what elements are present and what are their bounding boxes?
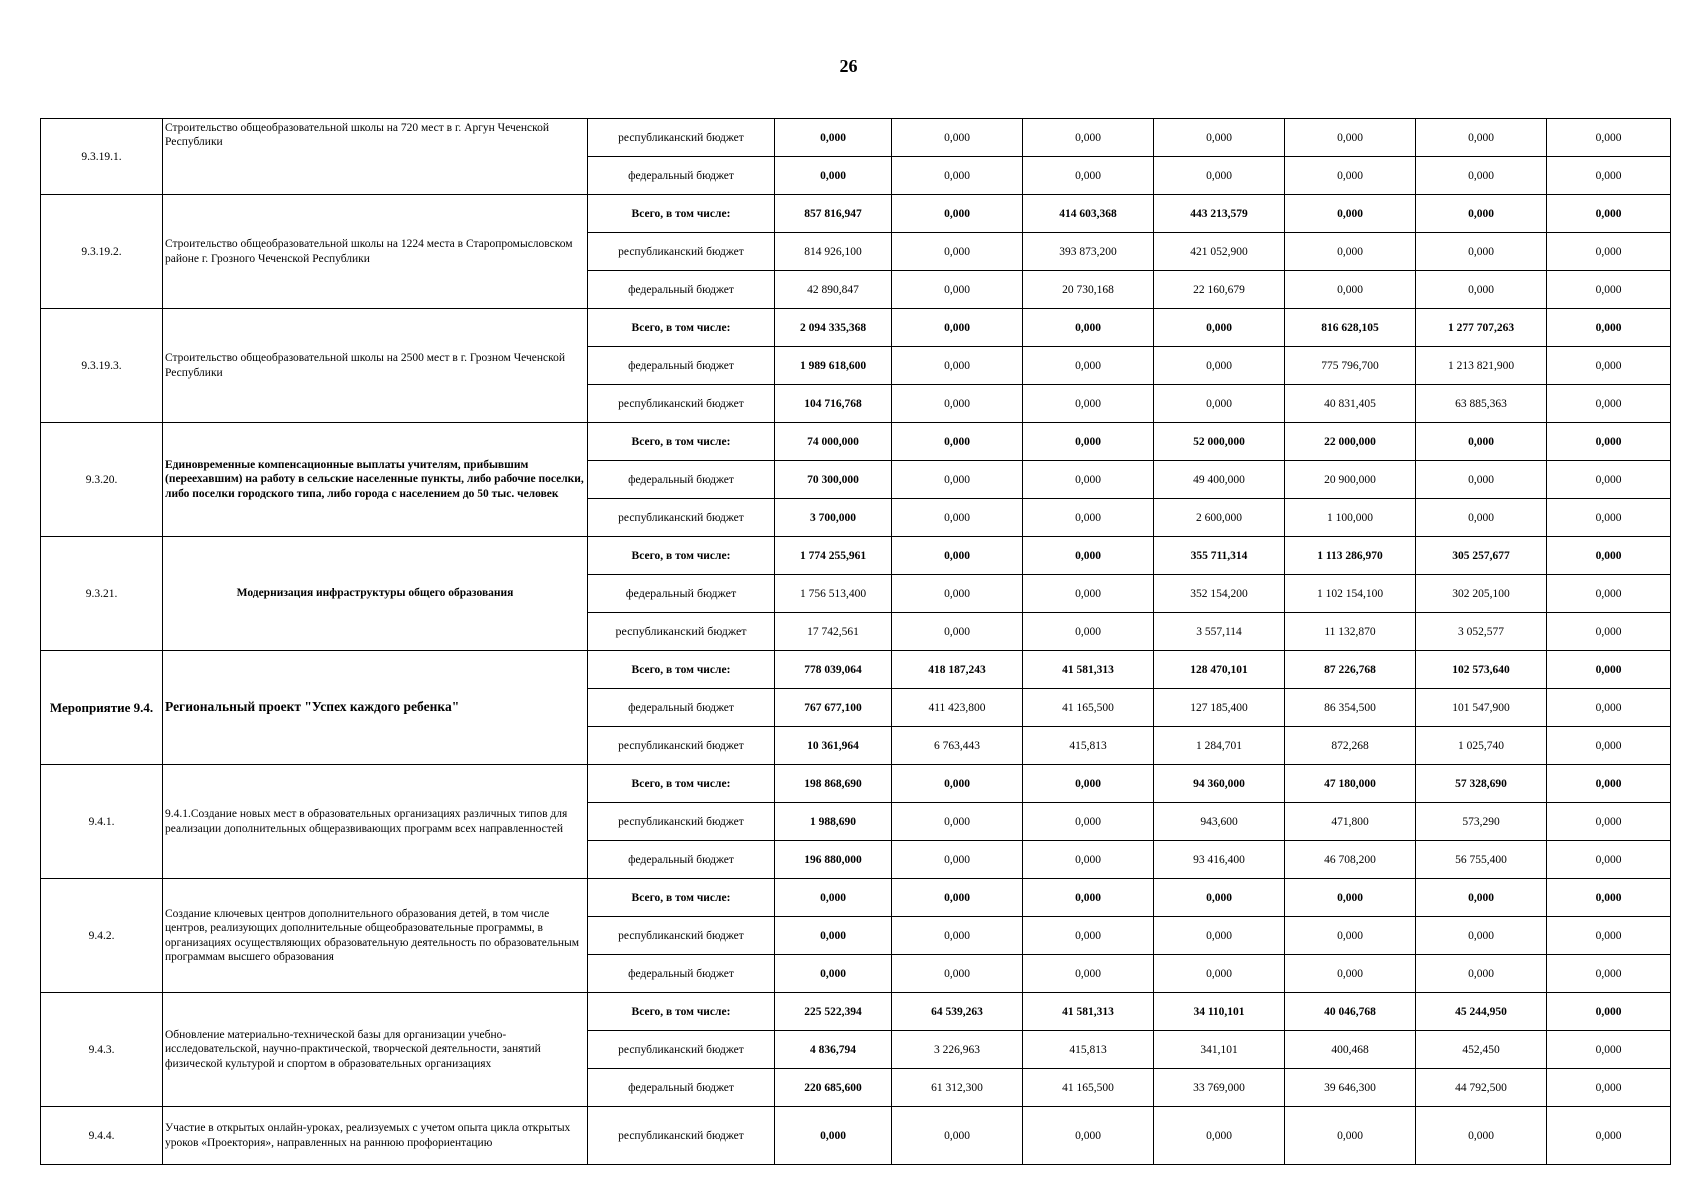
amount-cell: 0,000 xyxy=(1416,879,1547,917)
funding-source: федеральный бюджет xyxy=(588,271,775,309)
amount-cell: 0,000 xyxy=(892,803,1023,841)
amount-cell: 102 573,640 xyxy=(1416,651,1547,689)
amount-cell: 39 646,300 xyxy=(1285,1069,1416,1107)
amount-cell: 0,000 xyxy=(1547,1107,1671,1165)
amount-cell: 411 423,800 xyxy=(892,689,1023,727)
funding-source: республиканский бюджет xyxy=(588,727,775,765)
amount-cell: 1 988,690 xyxy=(775,803,892,841)
amount-cell: 0,000 xyxy=(1547,423,1671,461)
amount-cell: 0,000 xyxy=(892,841,1023,879)
amount-cell: 0,000 xyxy=(1547,195,1671,233)
amount-cell: 17 742,561 xyxy=(775,613,892,651)
amount-cell: 352 154,200 xyxy=(1154,575,1285,613)
item-name: Строительство общеобразовательной школы на 1224 места в Старопромысловском районе г. Грозного Чеченской Республики xyxy=(163,195,588,309)
amount-cell: 0,000 xyxy=(1547,233,1671,271)
table-row xyxy=(41,423,1671,461)
amount-cell: 42 890,847 xyxy=(775,271,892,309)
amount-cell: 0,000 xyxy=(1416,1107,1547,1165)
amount-cell: 0,000 xyxy=(1547,537,1671,575)
amount-cell: 0,000 xyxy=(1023,803,1154,841)
funding-source: республиканский бюджет xyxy=(588,499,775,537)
funding-source: Всего, в том числе: xyxy=(588,309,775,347)
amount-cell: 0,000 xyxy=(892,157,1023,195)
amount-cell: 70 300,000 xyxy=(775,461,892,499)
amount-cell: 0,000 xyxy=(1416,195,1547,233)
amount-cell: 57 328,690 xyxy=(1416,765,1547,803)
amount-cell: 816 628,105 xyxy=(1285,309,1416,347)
amount-cell: 0,000 xyxy=(775,917,892,955)
amount-cell: 127 185,400 xyxy=(1154,689,1285,727)
amount-cell: 0,000 xyxy=(1285,195,1416,233)
amount-cell: 0,000 xyxy=(1285,1107,1416,1165)
amount-cell: 0,000 xyxy=(1023,841,1154,879)
item-code: 9.4.1. xyxy=(41,765,163,879)
amount-cell: 0,000 xyxy=(1023,119,1154,157)
amount-cell: 0,000 xyxy=(1416,461,1547,499)
amount-cell: 87 226,768 xyxy=(1285,651,1416,689)
table-row xyxy=(41,765,1671,803)
amount-cell: 0,000 xyxy=(1547,689,1671,727)
amount-cell: 767 677,100 xyxy=(775,689,892,727)
amount-cell: 0,000 xyxy=(1416,157,1547,195)
amount-cell: 41 165,500 xyxy=(1023,1069,1154,1107)
amount-cell: 0,000 xyxy=(892,347,1023,385)
amount-cell: 47 180,000 xyxy=(1285,765,1416,803)
amount-cell: 40 831,405 xyxy=(1285,385,1416,423)
amount-cell: 0,000 xyxy=(1547,1031,1671,1069)
amount-cell: 573,290 xyxy=(1416,803,1547,841)
funding-source: Всего, в том числе: xyxy=(588,651,775,689)
funding-source: федеральный бюджет xyxy=(588,841,775,879)
amount-cell: 0,000 xyxy=(1154,879,1285,917)
funding-source: федеральный бюджет xyxy=(588,347,775,385)
budget-table xyxy=(40,118,1671,1165)
amount-cell: 198 868,690 xyxy=(775,765,892,803)
amount-cell: 56 755,400 xyxy=(1416,841,1547,879)
amount-cell: 943,600 xyxy=(1154,803,1285,841)
amount-cell: 0,000 xyxy=(1154,1107,1285,1165)
amount-cell: 2 094 335,368 xyxy=(775,309,892,347)
funding-source: Всего, в том числе: xyxy=(588,765,775,803)
amount-cell: 778 039,064 xyxy=(775,651,892,689)
amount-cell: 0,000 xyxy=(1547,1069,1671,1107)
amount-cell: 1 756 513,400 xyxy=(775,575,892,613)
amount-cell: 220 685,600 xyxy=(775,1069,892,1107)
table-row xyxy=(41,309,1671,347)
item-name: Строительство общеобразовательной школы на 2500 мест в г. Грозном Чеченской Республики xyxy=(163,309,588,423)
item-code: 9.3.19.3. xyxy=(41,309,163,423)
funding-source: Всего, в том числе: xyxy=(588,423,775,461)
funding-source: республиканский бюджет xyxy=(588,1031,775,1069)
amount-cell: 0,000 xyxy=(1285,879,1416,917)
funding-source: Всего, в том числе: xyxy=(588,537,775,575)
amount-cell: 6 763,443 xyxy=(892,727,1023,765)
amount-cell: 104 716,768 xyxy=(775,385,892,423)
amount-cell: 33 769,000 xyxy=(1154,1069,1285,1107)
amount-cell: 0,000 xyxy=(1547,575,1671,613)
amount-cell: 0,000 xyxy=(892,423,1023,461)
amount-cell: 421 052,900 xyxy=(1154,233,1285,271)
amount-cell: 0,000 xyxy=(1416,499,1547,537)
amount-cell: 0,000 xyxy=(1547,613,1671,651)
amount-cell: 418 187,243 xyxy=(892,651,1023,689)
amount-cell: 0,000 xyxy=(1023,575,1154,613)
amount-cell: 22 160,679 xyxy=(1154,271,1285,309)
amount-cell: 0,000 xyxy=(892,385,1023,423)
item-name: Единовременные компенсационные выплаты учителям, прибывшим (переехавшим) на работу в сельские населенные пункты, либо рабочие поселки, либо поселки городского типа, либо города с населением до 50 тыс. человек xyxy=(163,423,588,537)
amount-cell: 443 213,579 xyxy=(1154,195,1285,233)
item-code: 9.3.19.1. xyxy=(41,119,163,195)
amount-cell: 0,000 xyxy=(892,461,1023,499)
amount-cell: 74 000,000 xyxy=(775,423,892,461)
amount-cell: 0,000 xyxy=(1416,955,1547,993)
amount-cell: 0,000 xyxy=(892,233,1023,271)
amount-cell: 0,000 xyxy=(1547,803,1671,841)
amount-cell: 0,000 xyxy=(892,575,1023,613)
table-row xyxy=(41,119,1671,157)
amount-cell: 3 226,963 xyxy=(892,1031,1023,1069)
funding-source: Всего, в том числе: xyxy=(588,879,775,917)
amount-cell: 1 100,000 xyxy=(1285,499,1416,537)
funding-source: республиканский бюджет xyxy=(588,917,775,955)
amount-cell: 1 102 154,100 xyxy=(1285,575,1416,613)
amount-cell: 0,000 xyxy=(892,917,1023,955)
amount-cell: 857 816,947 xyxy=(775,195,892,233)
amount-cell: 1 989 618,600 xyxy=(775,347,892,385)
amount-cell: 415,813 xyxy=(1023,727,1154,765)
item-code: 9.4.3. xyxy=(41,993,163,1107)
amount-cell: 0,000 xyxy=(1285,917,1416,955)
amount-cell: 40 046,768 xyxy=(1285,993,1416,1031)
amount-cell: 1 284,701 xyxy=(1154,727,1285,765)
table-row xyxy=(41,879,1671,917)
funding-source: федеральный бюджет xyxy=(588,157,775,195)
amount-cell: 0,000 xyxy=(1547,119,1671,157)
amount-cell: 0,000 xyxy=(892,499,1023,537)
amount-cell: 3 052,577 xyxy=(1416,613,1547,651)
amount-cell: 393 873,200 xyxy=(1023,233,1154,271)
amount-cell: 0,000 xyxy=(1547,347,1671,385)
amount-cell: 341,101 xyxy=(1154,1031,1285,1069)
amount-cell: 225 522,394 xyxy=(775,993,892,1031)
table-row xyxy=(41,651,1671,689)
amount-cell: 0,000 xyxy=(775,1107,892,1165)
amount-cell: 1 213 821,900 xyxy=(1416,347,1547,385)
amount-cell: 0,000 xyxy=(1023,955,1154,993)
amount-cell: 0,000 xyxy=(1547,955,1671,993)
table-row xyxy=(41,195,1671,233)
amount-cell: 471,800 xyxy=(1285,803,1416,841)
amount-cell: 41 581,313 xyxy=(1023,651,1154,689)
amount-cell: 0,000 xyxy=(1154,119,1285,157)
amount-cell: 355 711,314 xyxy=(1154,537,1285,575)
amount-cell: 415,813 xyxy=(1023,1031,1154,1069)
funding-source: федеральный бюджет xyxy=(588,955,775,993)
amount-cell: 0,000 xyxy=(1416,271,1547,309)
amount-cell: 0,000 xyxy=(775,955,892,993)
amount-cell: 872,268 xyxy=(1285,727,1416,765)
item-code: 9.3.19.2. xyxy=(41,195,163,309)
amount-cell: 0,000 xyxy=(892,537,1023,575)
amount-cell: 44 792,500 xyxy=(1416,1069,1547,1107)
amount-cell: 0,000 xyxy=(892,613,1023,651)
amount-cell: 0,000 xyxy=(1023,309,1154,347)
item-code: 9.4.2. xyxy=(41,879,163,993)
amount-cell: 64 539,263 xyxy=(892,993,1023,1031)
item-name: Строительство общеобразовательной школы на 720 мест в г. Аргун Чеченской Республики xyxy=(163,119,588,195)
funding-source: Всего, в том числе: xyxy=(588,993,775,1031)
amount-cell: 101 547,900 xyxy=(1416,689,1547,727)
amount-cell: 3 557,114 xyxy=(1154,613,1285,651)
funding-source: республиканский бюджет xyxy=(588,613,775,651)
amount-cell: 52 000,000 xyxy=(1154,423,1285,461)
amount-cell: 0,000 xyxy=(1547,727,1671,765)
amount-cell: 452,450 xyxy=(1416,1031,1547,1069)
amount-cell: 0,000 xyxy=(1023,423,1154,461)
amount-cell: 1 113 286,970 xyxy=(1285,537,1416,575)
amount-cell: 0,000 xyxy=(1154,917,1285,955)
funding-source: федеральный бюджет xyxy=(588,575,775,613)
amount-cell: 49 400,000 xyxy=(1154,461,1285,499)
amount-cell: 400,468 xyxy=(1285,1031,1416,1069)
amount-cell: 45 244,950 xyxy=(1416,993,1547,1031)
funding-source: республиканский бюджет xyxy=(588,385,775,423)
amount-cell: 1 025,740 xyxy=(1416,727,1547,765)
funding-source: республиканский бюджет xyxy=(588,803,775,841)
amount-cell: 0,000 xyxy=(1547,157,1671,195)
amount-cell: 305 257,677 xyxy=(1416,537,1547,575)
amount-cell: 302 205,100 xyxy=(1416,575,1547,613)
funding-source: федеральный бюджет xyxy=(588,689,775,727)
amount-cell: 1 277 707,263 xyxy=(1416,309,1547,347)
item-name: Региональный проект "Успех каждого ребенка" xyxy=(163,651,588,765)
table-row xyxy=(41,537,1671,575)
amount-cell: 1 774 255,961 xyxy=(775,537,892,575)
item-code: 9.4.4. xyxy=(41,1107,163,1165)
amount-cell: 94 360,000 xyxy=(1154,765,1285,803)
amount-cell: 0,000 xyxy=(775,157,892,195)
amount-cell: 0,000 xyxy=(1154,955,1285,993)
item-name: Участие в открытых онлайн-уроках, реализуемых с учетом опыта цикла открытых уроков «Проектория», направленных на раннюю профориентацию xyxy=(163,1107,588,1165)
amount-cell: 0,000 xyxy=(1285,233,1416,271)
item-name: Создание ключевых центров дополнительного образования детей, в том числе центров, реализующих дополнительные общеобразовательные программы, в организациях осуществляющих образовательную деятельность по образовательным программам высшего образования xyxy=(163,879,588,993)
amount-cell: 0,000 xyxy=(892,119,1023,157)
amount-cell: 0,000 xyxy=(1023,879,1154,917)
amount-cell: 0,000 xyxy=(892,879,1023,917)
amount-cell: 46 708,200 xyxy=(1285,841,1416,879)
amount-cell: 41 581,313 xyxy=(1023,993,1154,1031)
amount-cell: 0,000 xyxy=(1416,917,1547,955)
item-code: 9.3.21. xyxy=(41,537,163,651)
amount-cell: 0,000 xyxy=(1023,385,1154,423)
amount-cell: 0,000 xyxy=(1547,841,1671,879)
item-name: Обновление материально-технической базы для организации учебно-исследовательской, научно-практической, творческой деятельности, занятий физической культурой и спортом в образовательных организациях xyxy=(163,993,588,1107)
amount-cell: 0,000 xyxy=(1023,499,1154,537)
amount-cell: 63 885,363 xyxy=(1416,385,1547,423)
amount-cell: 0,000 xyxy=(1285,157,1416,195)
amount-cell: 3 700,000 xyxy=(775,499,892,537)
funding-source: федеральный бюджет xyxy=(588,461,775,499)
amount-cell: 20 900,000 xyxy=(1285,461,1416,499)
amount-cell: 0,000 xyxy=(775,879,892,917)
amount-cell: 814 926,100 xyxy=(775,233,892,271)
amount-cell: 22 000,000 xyxy=(1285,423,1416,461)
amount-cell: 0,000 xyxy=(1547,309,1671,347)
amount-cell: 0,000 xyxy=(1547,917,1671,955)
amount-cell: 0,000 xyxy=(1547,271,1671,309)
item-code: Мероприятие 9.4. xyxy=(41,651,163,765)
amount-cell: 0,000 xyxy=(1154,157,1285,195)
table-row xyxy=(41,1107,1671,1165)
amount-cell: 0,000 xyxy=(1285,119,1416,157)
amount-cell: 0,000 xyxy=(1285,271,1416,309)
amount-cell: 20 730,168 xyxy=(1023,271,1154,309)
amount-cell: 0,000 xyxy=(1023,157,1154,195)
amount-cell: 0,000 xyxy=(1547,765,1671,803)
amount-cell: 0,000 xyxy=(1023,1107,1154,1165)
amount-cell: 0,000 xyxy=(892,1107,1023,1165)
amount-cell: 0,000 xyxy=(1285,955,1416,993)
amount-cell: 0,000 xyxy=(1547,385,1671,423)
funding-source: республиканский бюджет xyxy=(588,119,775,157)
amount-cell: 0,000 xyxy=(1416,119,1547,157)
amount-cell: 128 470,101 xyxy=(1154,651,1285,689)
funding-source: республиканский бюджет xyxy=(588,233,775,271)
funding-source: республиканский бюджет xyxy=(588,1107,775,1165)
page-number: 26 xyxy=(839,56,858,76)
amount-cell: 0,000 xyxy=(892,309,1023,347)
amount-cell: 0,000 xyxy=(1547,879,1671,917)
amount-cell: 0,000 xyxy=(1023,917,1154,955)
amount-cell: 0,000 xyxy=(1416,233,1547,271)
amount-cell: 11 132,870 xyxy=(1285,613,1416,651)
amount-cell: 0,000 xyxy=(1416,423,1547,461)
item-name: 9.4.1.Создание новых мест в образовательных организациях различных типов для реализации дополнительных общеразвивающих программ всех направленностей xyxy=(163,765,588,879)
amount-cell: 4 836,794 xyxy=(775,1031,892,1069)
amount-cell: 0,000 xyxy=(1023,765,1154,803)
amount-cell: 0,000 xyxy=(892,271,1023,309)
amount-cell: 34 110,101 xyxy=(1154,993,1285,1031)
amount-cell: 86 354,500 xyxy=(1285,689,1416,727)
amount-cell: 0,000 xyxy=(1547,651,1671,689)
amount-cell: 0,000 xyxy=(1547,993,1671,1031)
amount-cell: 414 603,368 xyxy=(1023,195,1154,233)
amount-cell: 0,000 xyxy=(892,195,1023,233)
amount-cell: 41 165,500 xyxy=(1023,689,1154,727)
amount-cell: 0,000 xyxy=(1023,461,1154,499)
amount-cell: 0,000 xyxy=(1154,347,1285,385)
amount-cell: 10 361,964 xyxy=(775,727,892,765)
table-row xyxy=(41,993,1671,1031)
amount-cell: 0,000 xyxy=(1023,613,1154,651)
amount-cell: 0,000 xyxy=(1547,461,1671,499)
amount-cell: 0,000 xyxy=(1154,385,1285,423)
amount-cell: 0,000 xyxy=(775,119,892,157)
amount-cell: 0,000 xyxy=(1547,499,1671,537)
amount-cell: 93 416,400 xyxy=(1154,841,1285,879)
amount-cell: 775 796,700 xyxy=(1285,347,1416,385)
amount-cell: 0,000 xyxy=(892,765,1023,803)
amount-cell: 0,000 xyxy=(892,955,1023,993)
amount-cell: 61 312,300 xyxy=(892,1069,1023,1107)
amount-cell: 0,000 xyxy=(1023,537,1154,575)
amount-cell: 196 880,000 xyxy=(775,841,892,879)
funding-source: федеральный бюджет xyxy=(588,1069,775,1107)
amount-cell: 0,000 xyxy=(1154,309,1285,347)
amount-cell: 2 600,000 xyxy=(1154,499,1285,537)
funding-source: Всего, в том числе: xyxy=(588,195,775,233)
amount-cell: 0,000 xyxy=(1023,347,1154,385)
item-code: 9.3.20. xyxy=(41,423,163,537)
item-name: Модернизация инфраструктуры общего образования xyxy=(163,537,588,651)
